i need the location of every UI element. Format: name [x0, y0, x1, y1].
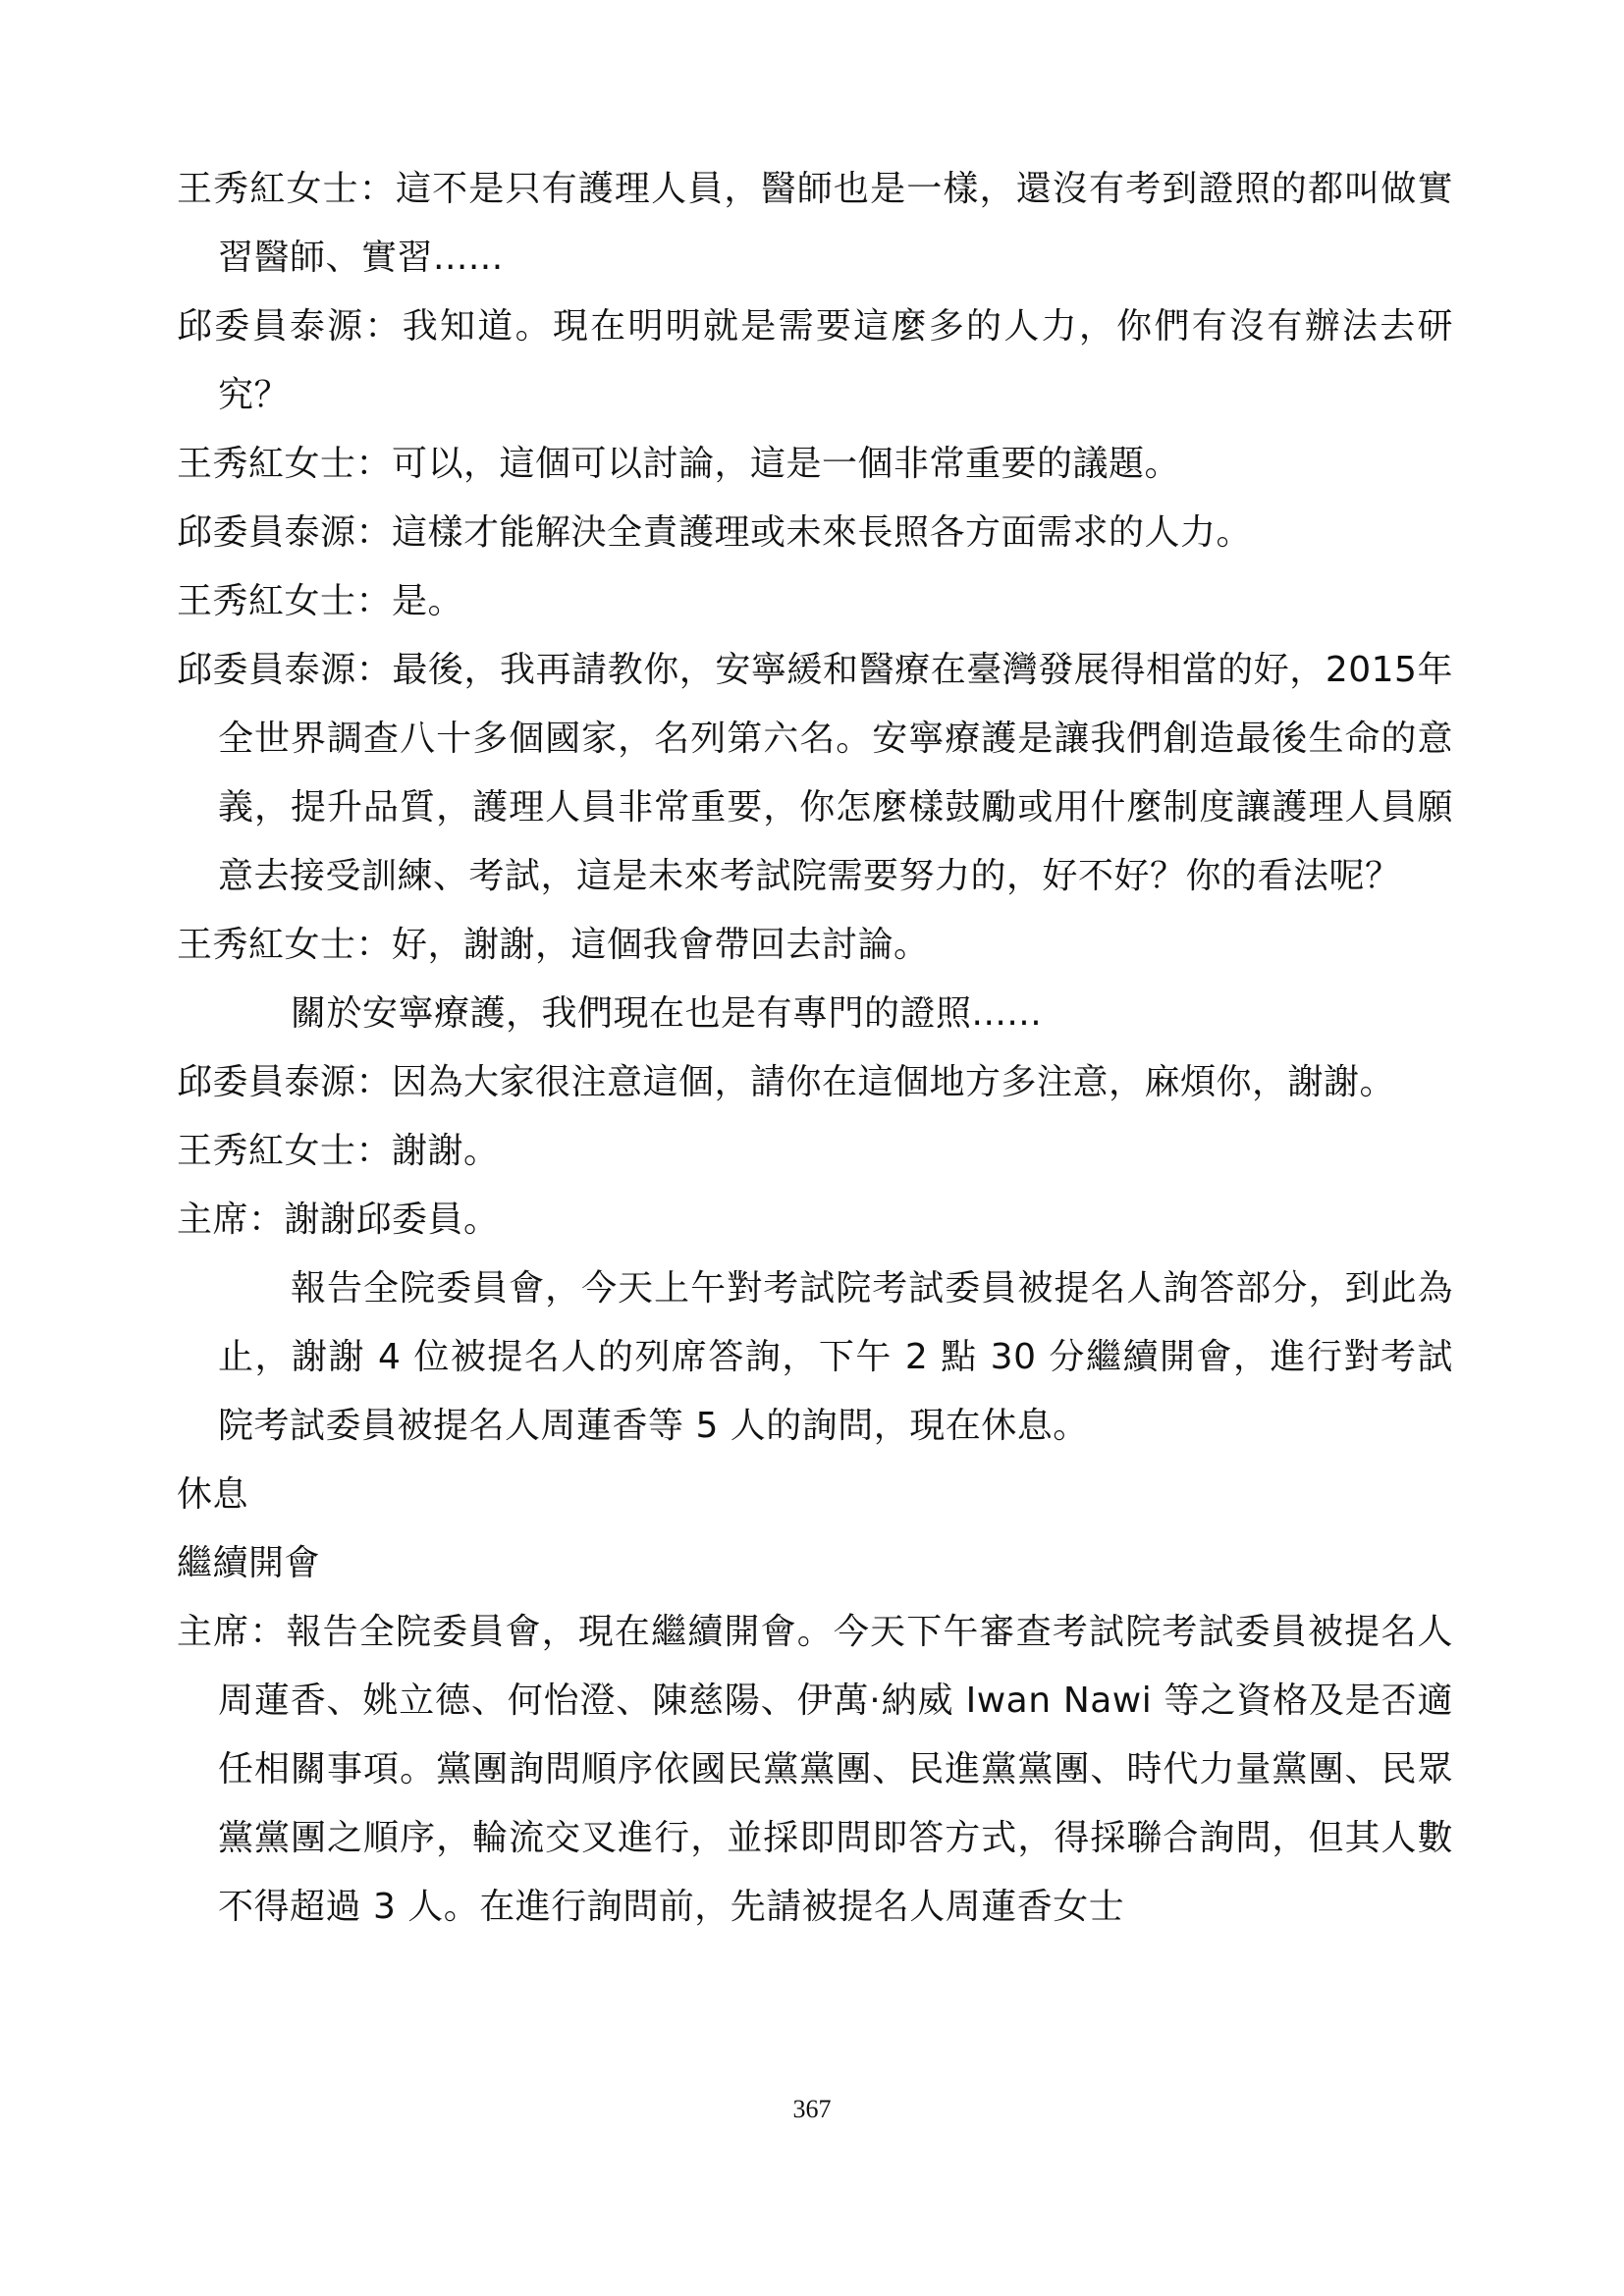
document-body [177, 155, 1453, 1942]
speech-paragraph: 邱委員泰源：因為大家很注意這個，請你在這個地方多注意，麻煩你，謝謝。 [177, 1062, 1396, 1102]
speech-paragraph: 邱委員泰源：我知道。現在明明就是需要這麼多的人力，你們有沒有辦法去研究？ [177, 306, 1453, 415]
recess-line: 休息 [177, 1474, 249, 1515]
resume-line: 繼續開會 [177, 1543, 321, 1583]
page-number: 367 [792, 2095, 832, 2123]
speech-paragraph: 王秀紅女士：可以，這個可以討論，這是一個非常重要的議題。 [177, 444, 1181, 484]
continuation-paragraph: 報告全院委員會，今天上午對考試院考試委員被提名人詢答部分，到此為止，謝謝 4 位被提名人的列席答詢，下午 2 點 30 分繼續開會，進行對考試院考試委員被提名人周蓮香等 5 人的詢問，現在休息。 [218, 1268, 1453, 1446]
speech-paragraph: 王秀紅女士：這不是只有護理人員，醫師也是一樣，還沒有考到證照的都叫做實習醫師、實習...... [177, 169, 1453, 278]
speech-paragraph: 邱委員泰源：最後，我再請教你，安寧緩和醫療在臺灣發展得相當的好，2015年全世界調查八十多個國家，名列第六名。安寧療護是讓我們創造最後生命的意義，提升品質，護理人員非常重要，你怎麼樣鼓勵或用什麼制度讓護理人員願意去接受訓練、考試，這是未來考試院需要努力的，好不好？你的看法呢？ [177, 650, 1453, 896]
speech-paragraph: 王秀紅女士：謝謝。 [177, 1131, 500, 1171]
speech-paragraph: 王秀紅女士：是。 [177, 581, 464, 621]
speech-paragraph: 王秀紅女士：好，謝謝，這個我會帶回去討論。 [177, 925, 930, 965]
speech-paragraph: 邱委員泰源：這樣才能解決全責護理或未來長照各方面需求的人力。 [177, 512, 1253, 553]
speech-paragraph: 主席：報告全院委員會，現在繼續開會。今天下午審查考試院考試委員被提名人周蓮香、姚立德、何怡澄、陳慈陽、伊萬·納威 Iwan Nawi 等之資格及是否適任相關事項。黨團詢問順序依國民黨黨團、民進黨黨團、時代力量黨團、民眾黨黨團之順序，輪流交叉進行，並採即問即答方式，得採聯合詢問，但其人數不得超過 3 人。在進行詢問前，先請被提名人周蓮香女士 [177, 1612, 1453, 1927]
continuation-paragraph: 關於安寧療護，我們現在也是有專門的證照...... [291, 993, 1043, 1034]
speech-paragraph: 主席：謝謝邱委員。 [177, 1200, 500, 1240]
